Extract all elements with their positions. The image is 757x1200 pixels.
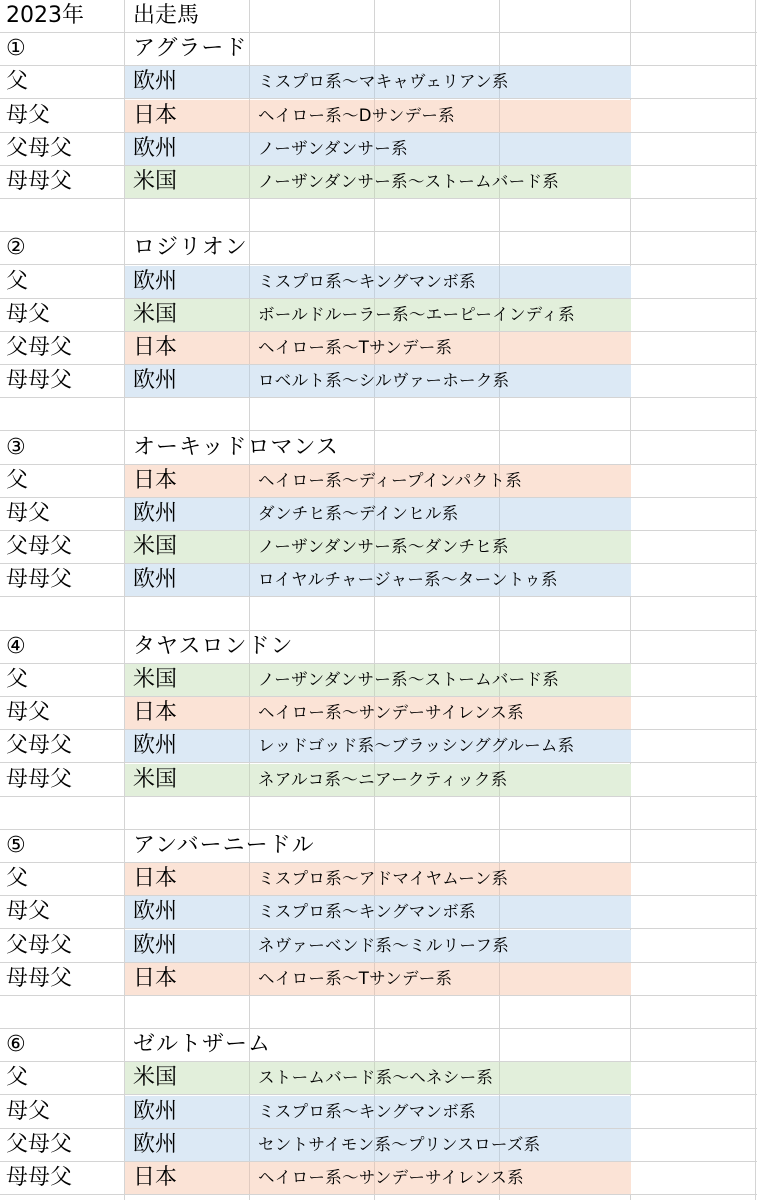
pedigree-row	[0, 930, 757, 963]
region-cell[interactable]: 米国	[133, 169, 178, 194]
column-divider	[499, 133, 500, 165]
lineage-cell[interactable]: ヘイロー系～Dサンデー系	[258, 105, 455, 125]
region-cell[interactable]: 日本	[133, 1165, 178, 1190]
pedigree-row	[0, 1096, 757, 1129]
region-cell[interactable]: 欧州	[133, 501, 178, 526]
lineage-cell[interactable]: レッドゴッド系～ブラッシンググルーム系	[258, 736, 575, 756]
pedigree-cells	[125, 498, 631, 530]
role-cell[interactable]: 父母父	[6, 1131, 73, 1157]
role-cell[interactable]: 母父	[6, 1098, 51, 1124]
role-cell[interactable]: 父母父	[6, 932, 73, 958]
empty-cell[interactable]	[0, 199, 124, 231]
role-cell[interactable]: 父	[6, 667, 29, 692]
column-divider	[249, 133, 250, 165]
pedigree-cells	[125, 332, 631, 364]
column-divider	[249, 697, 250, 729]
blank-row	[0, 199, 757, 232]
lineage-cell[interactable]: セントサイモン系～プリンスローズ系	[258, 1134, 541, 1154]
pedigree-row	[0, 531, 757, 564]
region-cell[interactable]: 欧州	[133, 567, 178, 593]
region-cell[interactable]: 米国	[133, 301, 178, 327]
column-divider	[249, 1129, 250, 1161]
role-cell[interactable]: 母母父	[6, 965, 73, 991]
horse-number[interactable]: ①	[6, 36, 26, 62]
column-divider	[249, 166, 250, 198]
region-cell[interactable]: 欧州	[133, 135, 178, 161]
horse-name[interactable]: ゼルトザーム	[133, 1032, 272, 1058]
pedigree-row	[0, 564, 757, 597]
lineage-cell[interactable]: ダンチヒ系～デインヒル系	[258, 504, 459, 523]
pedigree-row	[0, 299, 757, 332]
pedigree-cells	[125, 963, 631, 995]
role-cell[interactable]: 父	[6, 69, 29, 95]
column-divider	[249, 863, 250, 895]
role-cell[interactable]: 父	[6, 268, 29, 294]
pedigree-cells	[125, 100, 631, 132]
region-cell[interactable]: 日本	[133, 866, 178, 892]
region-cell[interactable]: 米国	[133, 1065, 178, 1091]
lineage-cell[interactable]: ストームバード系～ヘネシー系	[258, 1068, 494, 1088]
pedigree-row	[0, 1129, 757, 1162]
region-cell[interactable]: 米国	[133, 766, 178, 792]
region-cell[interactable]: 欧州	[133, 268, 178, 294]
pedigree-cells	[125, 1129, 631, 1161]
region-cell[interactable]: 日本	[133, 335, 178, 360]
lineage-cell[interactable]: ノーザンダンサー系～ストームバード系	[258, 670, 560, 689]
empty-cell[interactable]	[0, 598, 124, 630]
pedigree-cells	[125, 896, 631, 928]
column-divider	[249, 730, 250, 762]
column-divider	[249, 764, 250, 796]
role-cell[interactable]: 母父	[6, 102, 51, 128]
horse-row	[0, 432, 757, 465]
column-divider	[249, 299, 250, 331]
region-cell[interactable]: 欧州	[133, 1098, 178, 1124]
horse-name[interactable]: アンバーニードル	[133, 833, 315, 858]
region-cell[interactable]: 欧州	[133, 368, 178, 394]
role-cell[interactable]: 父	[6, 866, 29, 892]
role-cell[interactable]: 父母父	[6, 534, 73, 560]
pedigree-row	[0, 100, 757, 133]
blank-row	[0, 797, 757, 830]
column-divider	[249, 664, 250, 696]
column-divider	[499, 1062, 500, 1094]
lineage-cell[interactable]: ミスプロ系～アドマイヤムーン系	[258, 869, 509, 889]
pedigree-row	[0, 963, 757, 996]
pedigree-row	[0, 332, 757, 365]
role-cell[interactable]: 父	[6, 467, 29, 493]
column-divider	[249, 1062, 250, 1094]
lineage-cell[interactable]: ノーザンダンサー系	[258, 138, 408, 158]
blank-row	[0, 598, 757, 631]
column-divider	[499, 100, 500, 132]
header-row	[0, 0, 757, 33]
pedigree-cells	[125, 1162, 631, 1194]
horse-row	[0, 33, 757, 66]
column-divider	[249, 896, 250, 928]
horse-name[interactable]: ロジリオン	[133, 235, 248, 261]
column-divider	[499, 963, 500, 995]
role-cell[interactable]: 母父	[6, 700, 51, 726]
role-cell[interactable]: 母父	[6, 501, 51, 526]
lineage-cell[interactable]: ヘイロー系～サンデーサイレンス系	[258, 703, 524, 723]
pedigree-cells	[125, 66, 631, 98]
role-cell[interactable]: 母父	[6, 899, 51, 925]
role-cell[interactable]: 母母父	[6, 368, 73, 394]
column-divider	[249, 930, 250, 962]
column-divider	[249, 963, 250, 995]
lineage-cell[interactable]: ロベルト系～シルヴァーホーク系	[258, 371, 510, 391]
region-cell[interactable]: 欧州	[133, 1131, 178, 1157]
pedigree-cells	[125, 365, 631, 397]
pedigree-row	[0, 664, 757, 697]
column-divider	[499, 266, 500, 298]
pedigree-row	[0, 1062, 757, 1095]
region-cell[interactable]: 日本	[133, 965, 178, 991]
role-cell[interactable]: 父母父	[6, 135, 73, 161]
blank-row	[0, 996, 757, 1029]
pedigree-row	[0, 863, 757, 896]
lineage-cell[interactable]: ミスプロ系～キングマンボ系	[258, 1101, 476, 1121]
column-divider	[249, 1096, 250, 1128]
lineage-cell[interactable]: ノーザンダンサー系～ダンチヒ系	[258, 537, 509, 557]
role-cell[interactable]: 父母父	[6, 335, 73, 360]
pedigree-cells	[125, 465, 631, 497]
lineage-cell[interactable]: ボールドルーラー系～エーピーインディ系	[258, 304, 575, 324]
lineage-cell[interactable]: ロイヤルチャージャー系～ターントゥ系	[258, 570, 558, 590]
region-cell[interactable]: 欧州	[133, 932, 178, 958]
region-cell[interactable]: 米国	[133, 534, 178, 560]
lineage-cell[interactable]: ネアルコ系～ニアークティック系	[258, 769, 508, 789]
pedigree-cells	[125, 166, 631, 198]
column-divider	[249, 531, 250, 563]
pedigree-cells	[125, 133, 631, 165]
column-divider	[249, 266, 250, 298]
horse-number[interactable]: ④	[6, 633, 26, 659]
column-divider	[249, 498, 250, 530]
pedigree-row	[0, 730, 757, 763]
pedigree-row	[0, 266, 757, 299]
horse-name[interactable]: オーキッドロマンス	[133, 434, 339, 460]
column-divider	[499, 332, 500, 364]
pedigree-cells	[125, 564, 631, 596]
pedigree-row	[0, 166, 757, 199]
role-cell[interactable]: 母母父	[6, 169, 73, 194]
region-cell[interactable]: 欧州	[133, 733, 178, 759]
lineage-cell[interactable]: ヘイロー系～ディープインパクト系	[258, 470, 523, 490]
empty-cell[interactable]	[0, 398, 124, 430]
pedigree-cells	[125, 531, 631, 563]
pedigree-row	[0, 1162, 757, 1195]
role-cell[interactable]: 母父	[6, 301, 51, 327]
horse-row	[0, 232, 757, 265]
pedigree-row	[0, 365, 757, 398]
lineage-cell[interactable]: ノーザンダンサー系～ストームバード系	[258, 172, 560, 191]
pedigree-cells	[125, 664, 631, 696]
lineage-cell[interactable]: ヘイロー系～サンデーサイレンス系	[258, 1168, 524, 1187]
pedigree-row	[0, 133, 757, 166]
horse-row	[0, 631, 757, 664]
column-divider	[499, 498, 500, 530]
pedigree-cells	[125, 299, 631, 331]
pedigree-row	[0, 896, 757, 929]
pedigree-cells	[125, 1062, 631, 1094]
horse-number[interactable]: ⑤	[6, 833, 26, 858]
lineage-cell[interactable]: ヘイロー系～Tサンデー系	[258, 338, 453, 357]
column-divider	[249, 465, 250, 497]
pedigree-row	[0, 764, 757, 797]
year-cell[interactable]: 2023年	[6, 3, 84, 28]
pedigree-cells	[125, 764, 631, 796]
region-cell[interactable]: 欧州	[133, 899, 178, 925]
pedigree-row	[0, 66, 757, 99]
horse-number[interactable]: ③	[6, 434, 26, 460]
pedigree-cells	[125, 730, 631, 762]
pedigree-cells	[125, 266, 631, 298]
lineage-cell[interactable]: ネヴァーベンド系～ミルリーフ系	[258, 935, 510, 955]
column-divider	[249, 1162, 250, 1194]
column-divider	[249, 66, 250, 98]
pedigree-row	[0, 697, 757, 730]
role-cell[interactable]: 母母父	[6, 1165, 73, 1190]
region-cell[interactable]: 日本	[133, 102, 178, 128]
horse-name[interactable]: タヤスロンドン	[133, 633, 294, 659]
pedigree-cells	[125, 697, 631, 729]
title-cell[interactable]: 出走馬	[133, 3, 200, 28]
empty-cell[interactable]	[0, 996, 124, 1028]
role-cell[interactable]: 父母父	[6, 733, 73, 759]
lineage-cell[interactable]: ヘイロー系～Tサンデー系	[258, 968, 453, 988]
region-cell[interactable]: 欧州	[133, 69, 178, 95]
horse-row	[0, 830, 757, 863]
column-divider	[249, 365, 250, 397]
lineage-cell[interactable]: ミスプロ系～キングマンボ系	[258, 271, 476, 291]
horse-number[interactable]: ⑥	[6, 1032, 26, 1058]
column-divider	[499, 1096, 500, 1128]
lineage-cell[interactable]: ミスプロ系～マキャヴェリアン系	[258, 72, 509, 92]
pedigree-cells	[125, 1096, 631, 1128]
pedigree-cells	[125, 930, 631, 962]
horse-number[interactable]: ②	[6, 235, 26, 261]
horse-name[interactable]: アグラード	[133, 36, 248, 62]
region-cell[interactable]: 日本	[133, 467, 178, 493]
pedigree-row	[0, 465, 757, 498]
column-divider	[249, 564, 250, 596]
column-divider	[249, 332, 250, 364]
blank-row	[0, 398, 757, 431]
pedigree-row	[0, 498, 757, 531]
pedigree-cells	[125, 863, 631, 895]
role-cell[interactable]: 母母父	[6, 567, 73, 593]
region-cell[interactable]: 日本	[133, 700, 178, 726]
region-cell[interactable]: 米国	[133, 667, 178, 692]
column-divider	[499, 896, 500, 928]
role-cell[interactable]: 母母父	[6, 766, 73, 792]
horse-row	[0, 1029, 757, 1062]
empty-cell[interactable]	[0, 797, 124, 829]
lineage-cell[interactable]: ミスプロ系～キングマンボ系	[258, 902, 476, 922]
role-cell[interactable]: 父	[6, 1065, 29, 1091]
column-divider	[249, 100, 250, 132]
